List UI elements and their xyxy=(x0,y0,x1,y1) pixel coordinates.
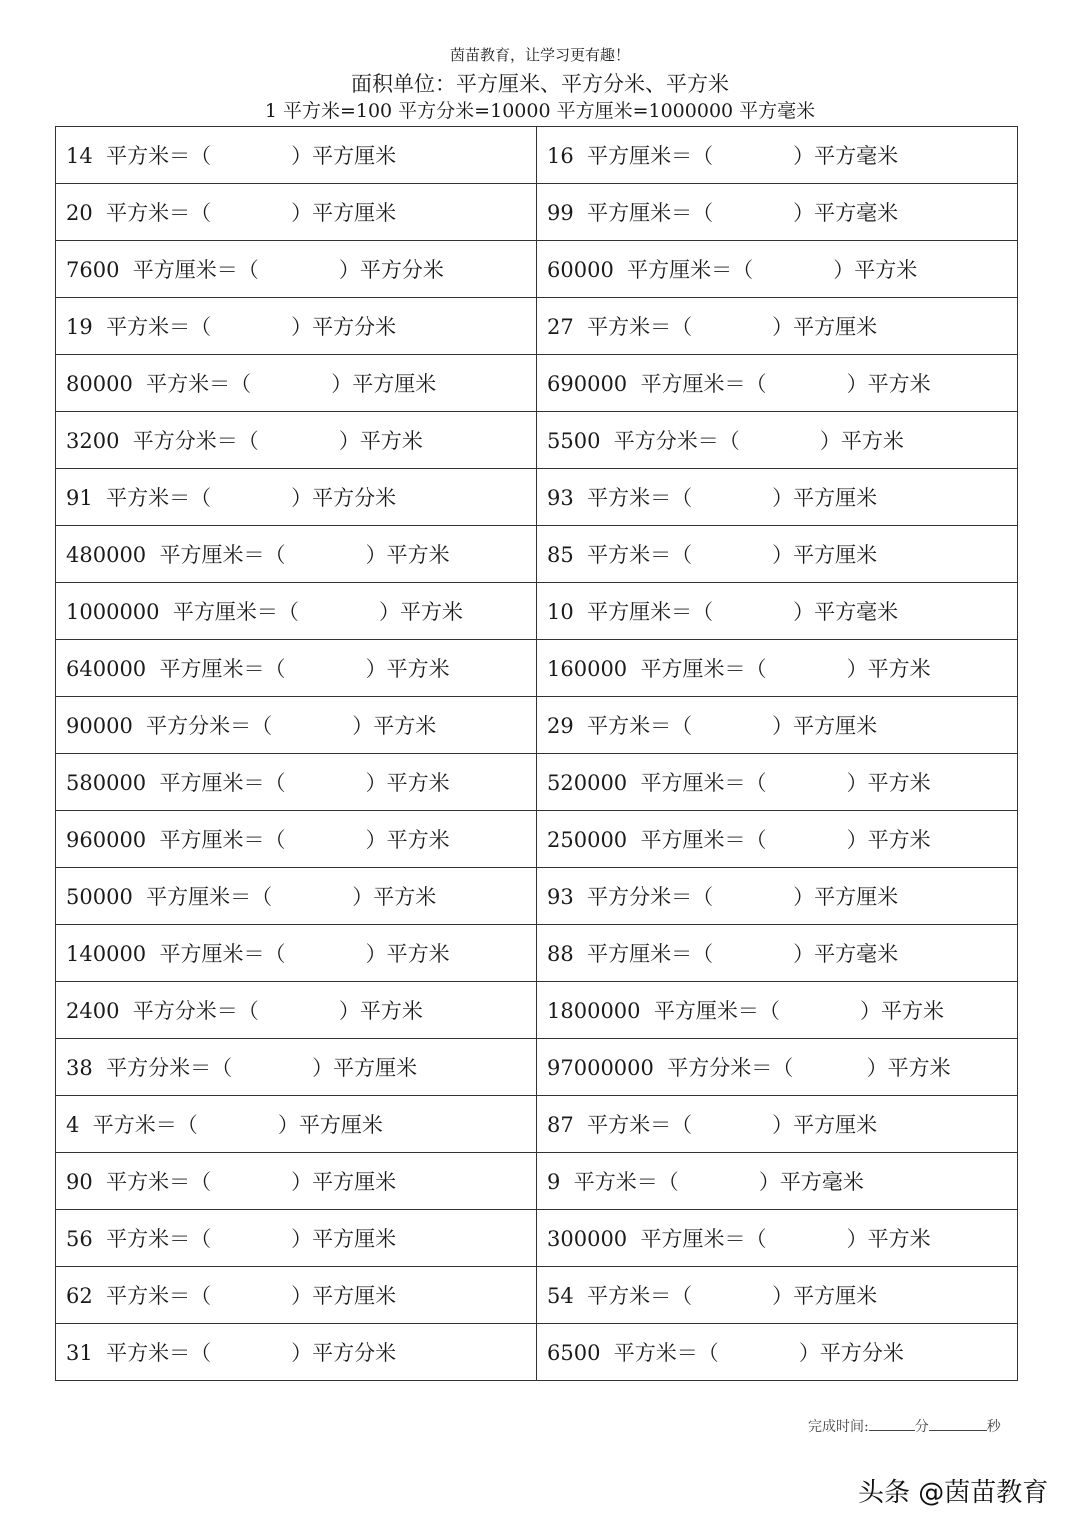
exercise-cell-left[interactable]: 20 平方米＝（ ）平方厘米 xyxy=(56,184,537,241)
exercise-cell-left[interactable]: 3200 平方分米＝（ ）平方米 xyxy=(56,412,537,469)
exercise-cell-right[interactable]: 5500 平方分米＝（ ）平方米 xyxy=(537,412,1018,469)
exercise-cell-right[interactable]: 29 平方米＝（ ）平方厘米 xyxy=(537,697,1018,754)
exercise-row xyxy=(56,1096,1018,1153)
exercise-row xyxy=(56,298,1018,355)
seconds-blank[interactable] xyxy=(929,1416,987,1431)
exercise-row xyxy=(56,925,1018,982)
exercise-cell-right[interactable]: 93 平方米＝（ ）平方厘米 xyxy=(537,469,1018,526)
exercise-cell-right[interactable]: 1800000 平方厘米＝（ ）平方米 xyxy=(537,982,1018,1039)
unit-conversion-formula: 1 平方米=100 平方分米=10000 平方厘米=1000000 平方毫米 xyxy=(264,100,816,122)
exercise-cell-left[interactable]: 80000 平方米＝（ ）平方厘米 xyxy=(56,355,537,412)
exercise-row xyxy=(56,526,1018,583)
exercise-table xyxy=(55,126,1018,1381)
exercise-cell-left[interactable]: 91 平方米＝（ ）平方分米 xyxy=(56,469,537,526)
exercise-cell-left[interactable]: 56 平方米＝（ ）平方厘米 xyxy=(56,1210,537,1267)
exercise-row xyxy=(56,640,1018,697)
exercise-cell-right[interactable]: 60000 平方厘米＝（ ）平方米 xyxy=(537,241,1018,298)
exercise-row xyxy=(56,583,1018,640)
exercise-cell-left[interactable]: 4 平方米＝（ ）平方厘米 xyxy=(56,1096,537,1153)
completion-time xyxy=(808,1416,1001,1436)
minute-unit: 分 xyxy=(914,1419,929,1435)
exercise-cell-left[interactable]: 640000 平方厘米＝（ ）平方米 xyxy=(56,640,537,697)
exercise-row xyxy=(56,1153,1018,1210)
exercise-cell-right[interactable]: 27 平方米＝（ ）平方厘米 xyxy=(537,298,1018,355)
exercise-row xyxy=(56,241,1018,298)
exercise-cell-left[interactable]: 140000 平方厘米＝（ ）平方米 xyxy=(56,925,537,982)
exercise-row xyxy=(56,469,1018,526)
second-unit: 秒 xyxy=(986,1419,1001,1435)
exercise-cell-right[interactable]: 87 平方米＝（ ）平方厘米 xyxy=(537,1096,1018,1153)
exercise-row xyxy=(56,1210,1018,1267)
exercise-cell-right[interactable]: 690000 平方厘米＝（ ）平方米 xyxy=(537,355,1018,412)
exercise-cell-right[interactable]: 88 平方厘米＝（ ）平方毫米 xyxy=(537,925,1018,982)
exercise-row xyxy=(56,982,1018,1039)
exercise-cell-right[interactable]: 93 平方分米＝（ ）平方厘米 xyxy=(537,868,1018,925)
exercise-cell-left[interactable]: 90000 平方分米＝（ ）平方米 xyxy=(56,697,537,754)
exercise-cell-right[interactable]: 9 平方米＝（ ）平方毫米 xyxy=(537,1153,1018,1210)
completion-time-label: 完成时间: xyxy=(808,1419,869,1435)
exercise-cell-right[interactable]: 99 平方厘米＝（ ）平方毫米 xyxy=(537,184,1018,241)
exercise-row xyxy=(56,184,1018,241)
exercise-cell-right[interactable]: 6500 平方米＝（ ）平方分米 xyxy=(537,1324,1018,1381)
exercise-cell-right[interactable]: 250000 平方厘米＝（ ）平方米 xyxy=(537,811,1018,868)
exercise-row xyxy=(56,697,1018,754)
exercise-row xyxy=(56,1324,1018,1381)
exercise-cell-left[interactable]: 1000000 平方厘米＝（ ）平方米 xyxy=(56,583,537,640)
exercise-cell-right[interactable]: 520000 平方厘米＝（ ）平方米 xyxy=(537,754,1018,811)
exercise-row xyxy=(56,355,1018,412)
exercise-cell-left[interactable]: 19 平方米＝（ ）平方分米 xyxy=(56,298,537,355)
brand-slogan: 茵苗教育，让学习更有趣！ xyxy=(449,46,630,64)
exercise-cell-right[interactable]: 16 平方厘米＝（ ）平方毫米 xyxy=(537,127,1018,184)
worksheet-title: 面积单位：平方厘米、平方分米、平方米 xyxy=(351,72,729,96)
exercise-row xyxy=(56,868,1018,925)
exercise-cell-right[interactable]: 10 平方厘米＝（ ）平方毫米 xyxy=(537,583,1018,640)
exercise-cell-left[interactable]: 2400 平方分米＝（ ）平方米 xyxy=(56,982,537,1039)
exercise-cell-left[interactable]: 50000 平方厘米＝（ ）平方米 xyxy=(56,868,537,925)
exercise-cell-left[interactable]: 7600 平方厘米＝（ ）平方分米 xyxy=(56,241,537,298)
exercise-cell-right[interactable]: 300000 平方厘米＝（ ）平方米 xyxy=(537,1210,1018,1267)
exercise-cell-left[interactable]: 38 平方分米＝（ ）平方厘米 xyxy=(56,1039,537,1096)
exercise-row xyxy=(56,412,1018,469)
exercise-cell-left[interactable]: 960000 平方厘米＝（ ）平方米 xyxy=(56,811,537,868)
exercise-cell-left[interactable]: 31 平方米＝（ ）平方分米 xyxy=(56,1324,537,1381)
exercise-cell-left[interactable]: 62 平方米＝（ ）平方厘米 xyxy=(56,1267,537,1324)
exercise-cell-left[interactable]: 14 平方米＝（ ）平方厘米 xyxy=(56,127,537,184)
exercise-cell-right[interactable]: 97000000 平方分米＝（ ）平方米 xyxy=(537,1039,1018,1096)
exercise-cell-left[interactable]: 580000 平方厘米＝（ ）平方米 xyxy=(56,754,537,811)
watermark: 头条 @茵苗教育 xyxy=(858,1478,1049,1508)
exercise-row xyxy=(56,754,1018,811)
exercise-cell-left[interactable]: 480000 平方厘米＝（ ）平方米 xyxy=(56,526,537,583)
minutes-blank[interactable] xyxy=(869,1416,915,1431)
exercise-row xyxy=(56,1039,1018,1096)
exercise-row xyxy=(56,1267,1018,1324)
exercise-cell-right[interactable]: 160000 平方厘米＝（ ）平方米 xyxy=(537,640,1018,697)
exercise-cell-right[interactable]: 54 平方米＝（ ）平方厘米 xyxy=(537,1267,1018,1324)
exercise-row xyxy=(56,127,1018,184)
exercise-row xyxy=(56,811,1018,868)
exercise-cell-right[interactable]: 85 平方米＝（ ）平方厘米 xyxy=(537,526,1018,583)
exercise-cell-left[interactable]: 90 平方米＝（ ）平方厘米 xyxy=(56,1153,537,1210)
